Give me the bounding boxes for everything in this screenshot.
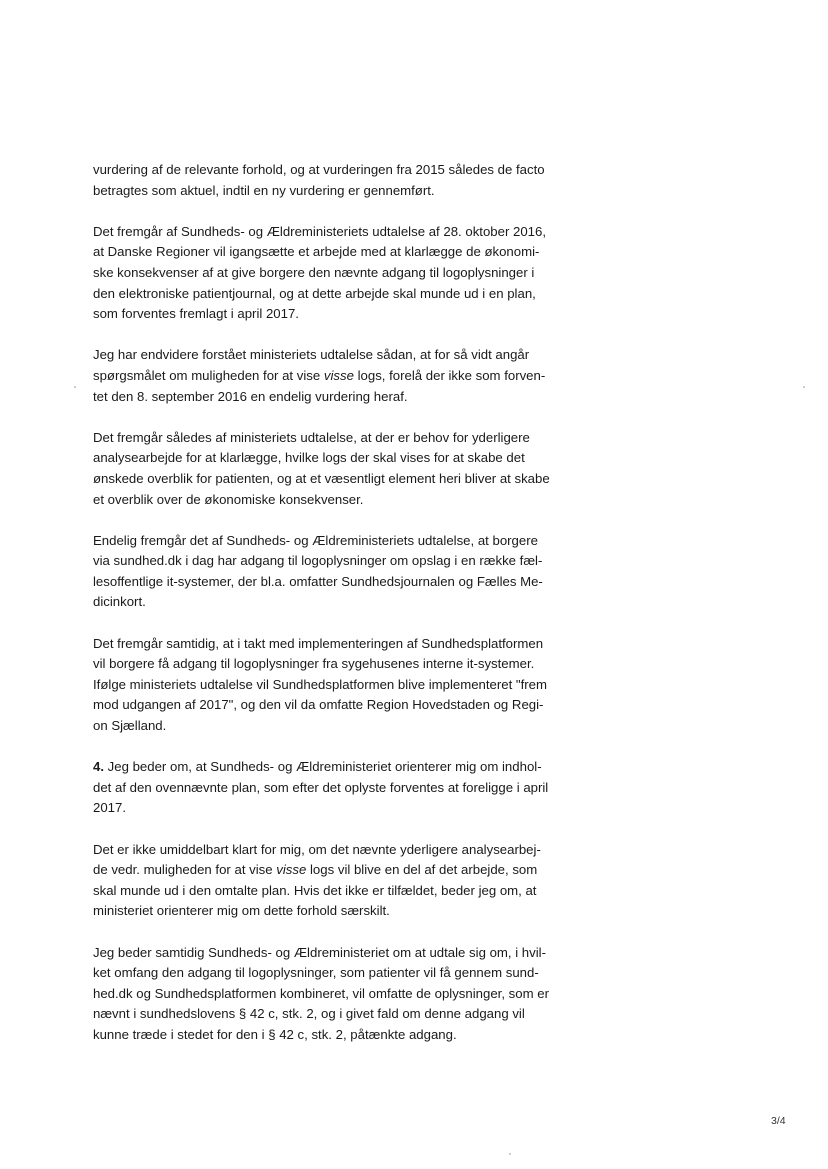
text-segment: Det fremgår samtidig, at i takt med implementeringen af Sundhedsplatformen: [93, 635, 544, 651]
text-line: [93, 428, 593, 449]
text-line: [93, 448, 593, 469]
text-line: [93, 181, 593, 202]
text-segment: et overblik over de økonomiske konsekvenser.: [93, 491, 364, 507]
text-line: [93, 716, 593, 737]
emphasis-text: visse: [323, 367, 354, 383]
scan-speck: [803, 386, 805, 388]
text-segment: spørgsmålet om muligheden for at vise: [93, 367, 324, 383]
text-line: [93, 881, 593, 902]
text-line: [93, 366, 593, 387]
paragraph: [93, 757, 593, 819]
page-number: 3/4: [771, 1115, 786, 1127]
text-line: [93, 160, 593, 181]
text-line: [93, 1004, 593, 1025]
paragraph: [93, 428, 593, 510]
text-line: [93, 860, 593, 881]
text-segment: ministeriet orienterer mig om dette forhold særskilt.: [93, 903, 390, 919]
scan-speck: [74, 386, 76, 388]
text-segment: den elektroniske patientjournal, og at dette arbejde skal munde ud i en plan,: [93, 285, 536, 301]
paragraph-number: 4.: [93, 759, 104, 775]
text-segment: dicinkort.: [93, 594, 146, 610]
text-line: [93, 943, 593, 964]
text-line: [93, 984, 593, 1005]
text-segment: logs, forelå der ikke som forven-: [353, 367, 546, 383]
text-line: [93, 634, 593, 655]
text-segment: ket omfang den adgang til logoplysninger, som patienter vil få gennem sund-: [93, 965, 539, 981]
scan-speck: [509, 1153, 511, 1155]
text-line: [93, 654, 593, 675]
text-line: [93, 675, 593, 696]
text-line: [93, 1025, 593, 1046]
paragraph: [93, 531, 593, 613]
text-segment: som forventes fremlagt i april 2017.: [93, 306, 299, 322]
text-segment: on Sjælland.: [93, 718, 167, 734]
text-line: [93, 572, 593, 593]
text-segment: Ifølge ministeriets udtalelse vil Sundhedsplatformen blive implementeret "frem: [93, 676, 547, 692]
text-segment: skal munde ud i den omtalte plan. Hvis det ikke er tilfældet, beder jeg om, at: [93, 882, 537, 898]
text-line: [93, 778, 593, 799]
text-segment: 2017.: [93, 800, 127, 816]
text-segment: via sundhed.dk i dag har adgang til logoplysninger om opslag i en række fæl-: [93, 553, 543, 569]
paragraph: [93, 943, 593, 1046]
text-segment: ønskede overblik for patienten, og at et væsentligt element heri bliver at skabe: [93, 470, 550, 486]
text-segment: nævnt i sundhedslovens § 42 c, stk. 2, og i givet fald om denne adgang vil: [93, 1006, 525, 1022]
text-line: [93, 242, 593, 263]
text-segment: Det fremgår således af ministeriets udtalelse, at der er behov for yderligere: [93, 429, 530, 445]
text-line: [93, 469, 593, 490]
text-line: [93, 222, 593, 243]
text-segment: logs vil blive en del af det arbejde, som: [306, 862, 538, 878]
text-segment: de vedr. muligheden for at vise: [93, 862, 277, 878]
paragraph: [93, 840, 593, 922]
text-segment: kunne træde i stedet for den i § 42 c, stk. 2, påtænkte adgang.: [93, 1026, 457, 1042]
text-segment: betragtes som aktuel, indtil en ny vurdering er gennemført.: [93, 182, 435, 198]
text-line: [93, 757, 593, 778]
emphasis-text: visse: [276, 862, 307, 878]
paragraph: [93, 634, 593, 737]
text-segment: vil borgere få adgang til logoplysninger fra sygehusenes interne it-systemer.: [93, 656, 535, 672]
text-line: [93, 531, 593, 552]
text-line: [93, 304, 593, 325]
text-segment: Jeg har endvidere forstået ministeriets udtalelse sådan, at for så vidt angår: [93, 347, 530, 363]
text-line: [93, 798, 593, 819]
text-segment: ske konsekvenser af at give borgere den nævnte adgang til logoplysninger i: [93, 264, 535, 280]
text-segment: Jeg beder om, at Sundheds- og Ældreministeriet orienterer mig om indhol-: [104, 759, 542, 775]
paragraph: [93, 345, 593, 407]
text-segment: Endelig fremgår det af Sundheds- og Ældreministeriets udtalelse, at borgere: [93, 532, 538, 548]
text-line: [93, 263, 593, 284]
text-line: [93, 840, 593, 861]
text-line: [93, 695, 593, 716]
text-segment: hed.dk og Sundhedsplatformen kombineret, vil omfatte de oplysninger, som er: [93, 985, 549, 1001]
text-segment: analysearbejde for at klarlægge, hvilke logs der skal vises for at skabe det: [93, 450, 525, 466]
text-segment: Det er ikke umiddelbart klart for mig, om det nævnte yderligere analysearbej-: [93, 841, 541, 857]
text-segment: tet den 8. september 2016 en endelig vurdering heraf.: [93, 388, 408, 404]
text-segment: det af den ovennævnte plan, som efter det oplyste forventes at foreligge i april: [93, 779, 549, 795]
text-line: [93, 963, 593, 984]
text-segment: Det fremgår af Sundheds- og Ældreministeriets udtalelse af 28. oktober 2016,: [93, 223, 547, 239]
text-line: [93, 490, 593, 511]
text-segment: mod udgangen af 2017", og den vil da omfatte Region Hovedstaden og Regi-: [93, 697, 544, 713]
text-segment: lesoffentlige it-systemer, der bl.a. omfatter Sundhedsjournalen og Fælles Me-: [93, 573, 543, 589]
text-line: [93, 345, 593, 366]
text-segment: at Danske Regioner vil igangsætte et arbejde med at klarlægge de økonomi-: [93, 244, 540, 260]
paragraph: [93, 160, 593, 201]
text-segment: Jeg beder samtidig Sundheds- og Ældreministeriet om at udtale sig om, i hvil-: [93, 944, 546, 960]
text-line: [93, 284, 593, 305]
text-line: [93, 387, 593, 408]
text-line: [93, 551, 593, 572]
paragraph: [93, 222, 593, 325]
letter-body: [93, 160, 593, 1066]
text-line: [93, 901, 593, 922]
text-line: [93, 592, 593, 613]
text-segment: vurdering af de relevante forhold, og at vurderingen fra 2015 således de facto: [93, 162, 545, 177]
